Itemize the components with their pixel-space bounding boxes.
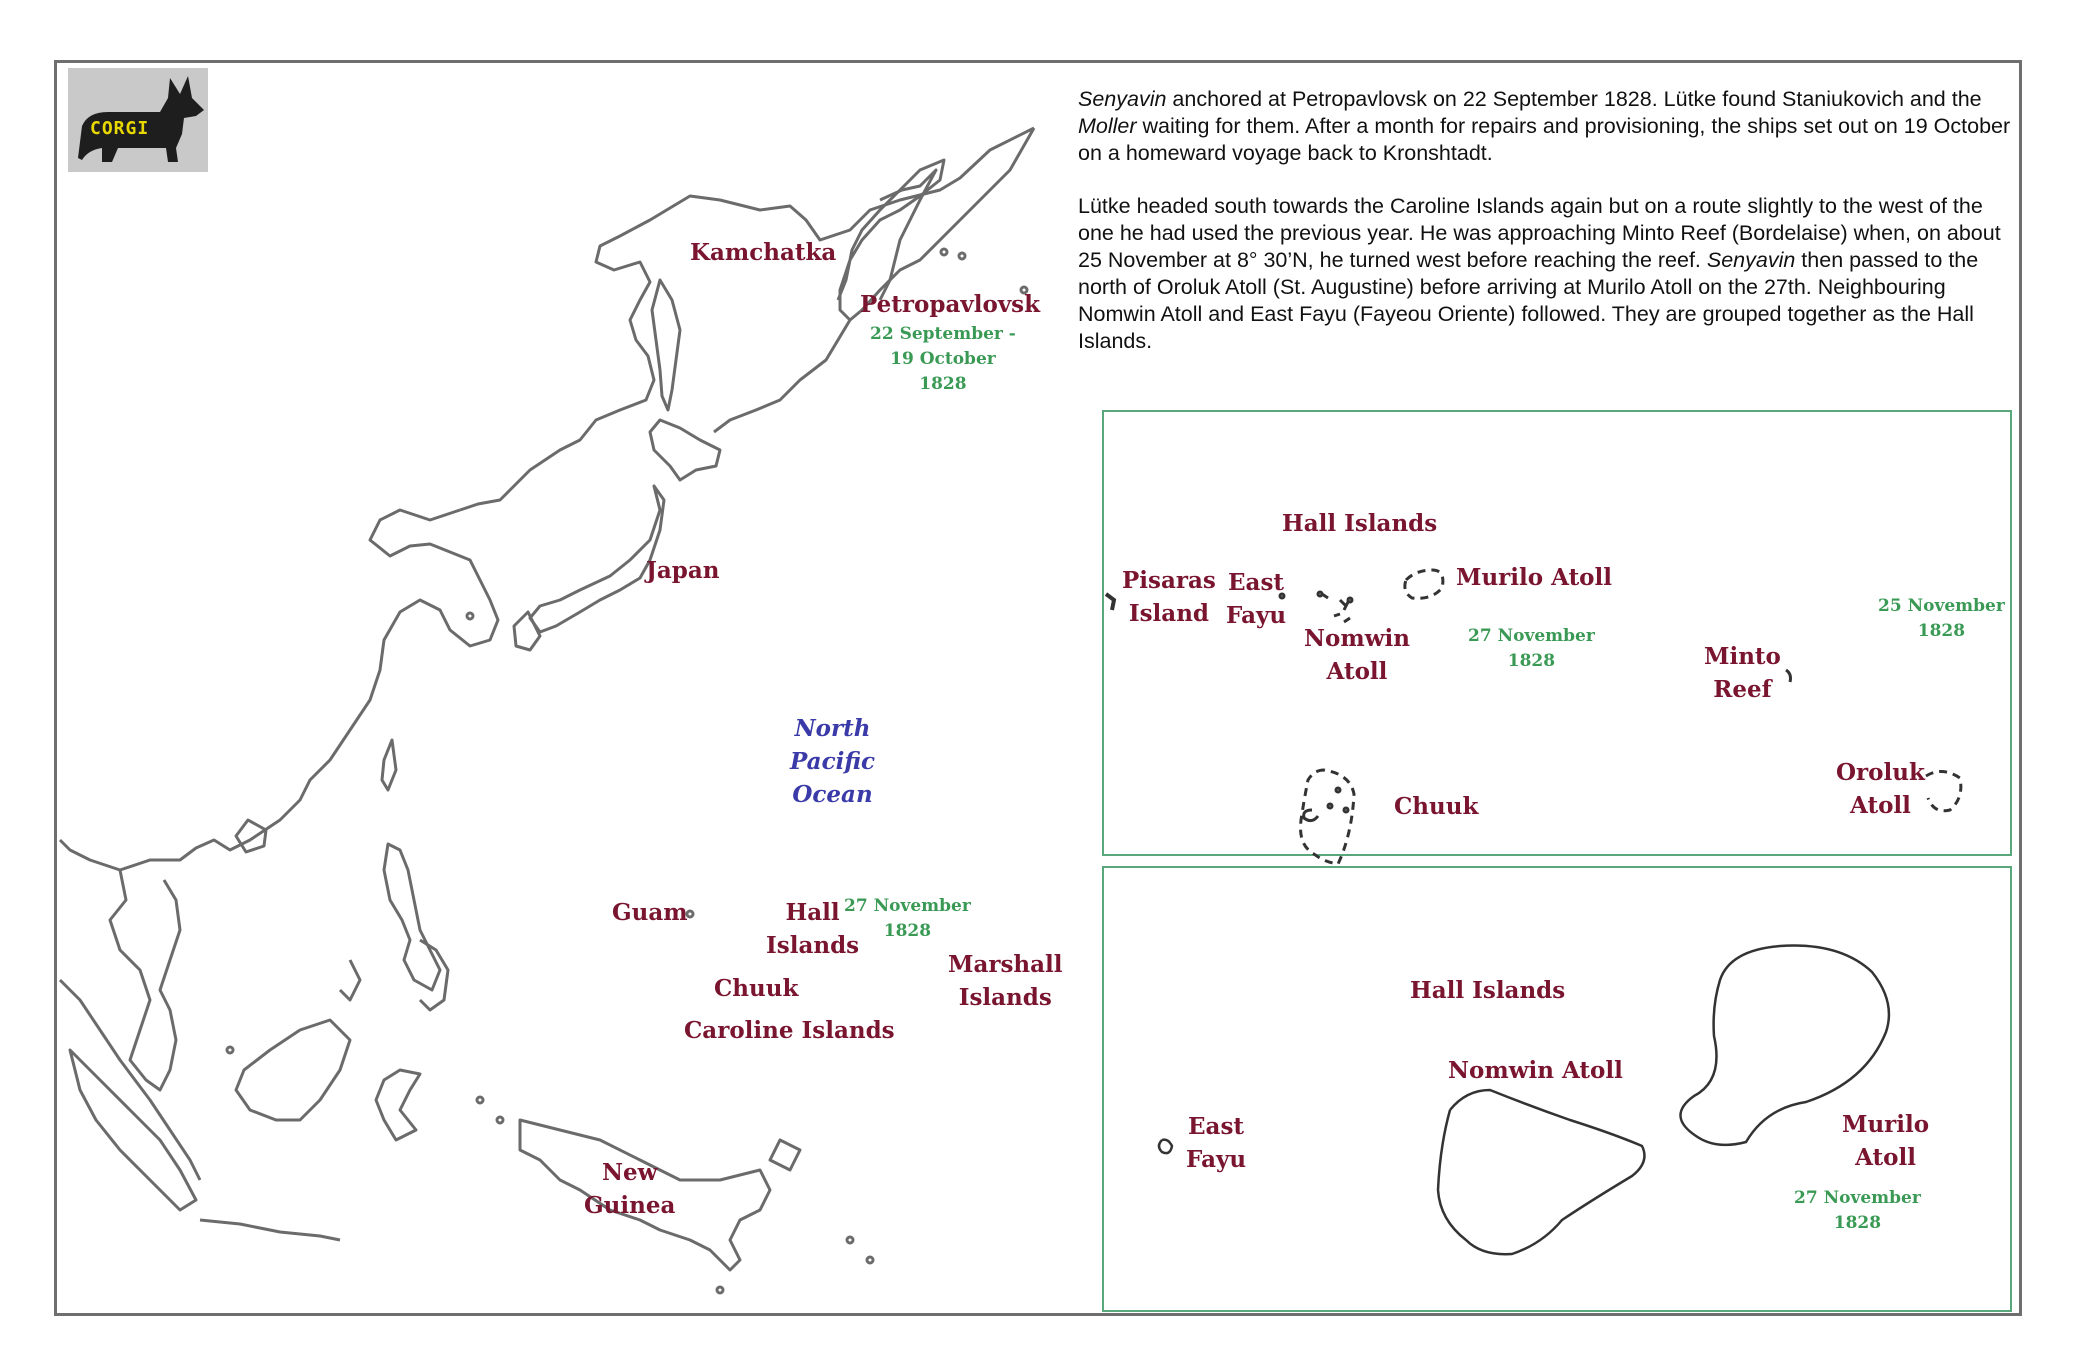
label-line: Minto	[1704, 643, 1781, 670]
label-line: Oroluk	[1836, 759, 1925, 786]
date-line: 19 October	[890, 349, 996, 369]
label-line: Fayu	[1186, 1146, 1247, 1173]
date-line: 1828	[1917, 621, 1966, 641]
label-chuuk: Chuuk	[714, 975, 799, 1002]
date-line: 1828	[919, 374, 967, 394]
label-line: East	[1228, 569, 1285, 596]
label-line: Island	[1128, 600, 1209, 627]
inset2-label-nomwin-atoll: Nomwin Atoll	[1448, 1057, 1623, 1084]
label-kamchatka: Kamchatka	[690, 239, 837, 266]
label-guam: Guam	[612, 899, 688, 926]
label-petropavlovsk: Petropavlovsk	[860, 291, 1041, 318]
text: anchored at Petropavlovsk on 22 September 1828. Lütke found Staniukovich and the	[1166, 87, 1982, 111]
inset1-label-hall-islands: Hall Islands	[1282, 510, 1438, 537]
label-line: Murilo	[1842, 1111, 1930, 1138]
date-line: 27 November	[1468, 626, 1595, 646]
label-line: Atoll	[1850, 792, 1911, 819]
date-line: 27 November	[844, 896, 971, 916]
ocean-line: Pacific	[790, 748, 876, 775]
date-line: 1828	[1507, 651, 1556, 671]
ship-name: Senyavin	[1706, 248, 1796, 272]
ship-name: Moller	[1078, 114, 1137, 138]
ocean-line: Ocean	[792, 781, 873, 808]
text: Lütke headed south towards the Caroline Islands again but on a route slightly to the west of the one he had used the previous year. He was approaching Minto Reef (Bordelaise) when, on about 25 November at 8° 30’N, he turned west before reaching the reef.	[1078, 194, 2001, 272]
label-line: Islands	[766, 932, 860, 959]
inset1-label-chuuk: Chuuk	[1394, 793, 1479, 820]
label-line: Atoll	[1855, 1144, 1916, 1171]
label-line: Reef	[1713, 676, 1772, 703]
label-caroline-islands: Caroline Islands	[684, 1017, 895, 1044]
date-line: 27 November	[1794, 1188, 1921, 1208]
inset2-label-east-fayu	[1186, 1110, 1246, 1176]
inset2-date-murilo	[1794, 1186, 1921, 1236]
date-line: 22 September -	[870, 324, 1016, 344]
label-line: New	[601, 1159, 658, 1186]
logo-text: CORGI	[90, 118, 150, 139]
label-line: Hall	[785, 899, 840, 926]
label-line: Islands	[958, 984, 1052, 1011]
ocean-line: North	[794, 715, 871, 742]
label-japan: Japan	[646, 557, 720, 584]
label-line: East	[1188, 1113, 1245, 1140]
date-line: 1828	[1833, 1213, 1882, 1233]
label-line: Nomwin	[1304, 625, 1410, 652]
date-line: 1828	[883, 921, 932, 941]
text: waiting for them. After a month for repairs and provisioning, the ships set out on 19 October on a homeward voyage back to Kronshtadt.	[1078, 114, 2011, 165]
label-line: Guinea	[584, 1192, 676, 1219]
label-line: Atoll	[1326, 658, 1388, 685]
inset2-label-murilo-atoll	[1842, 1108, 1929, 1174]
label-line: Pisaras	[1122, 567, 1216, 594]
text: then passed to the north of Oroluk Atoll (St. Augustine) before arriving at Murilo Atoll on the 27th. Neighbouring Nomwin Atoll and East Fayu (Fayeou Oriente) followed. They are grouped together as the Hall Islands.	[1078, 248, 1979, 353]
label-line: Fayu	[1226, 602, 1287, 629]
inset1-label-murilo-atoll: Murilo Atoll	[1456, 564, 1613, 591]
inset2-label-hall-islands: Hall Islands	[1410, 977, 1566, 1004]
date-line: 25 November	[1878, 596, 2005, 616]
label-line: Marshall	[948, 951, 1063, 978]
ship-name: Senyavin	[1078, 87, 1167, 111]
